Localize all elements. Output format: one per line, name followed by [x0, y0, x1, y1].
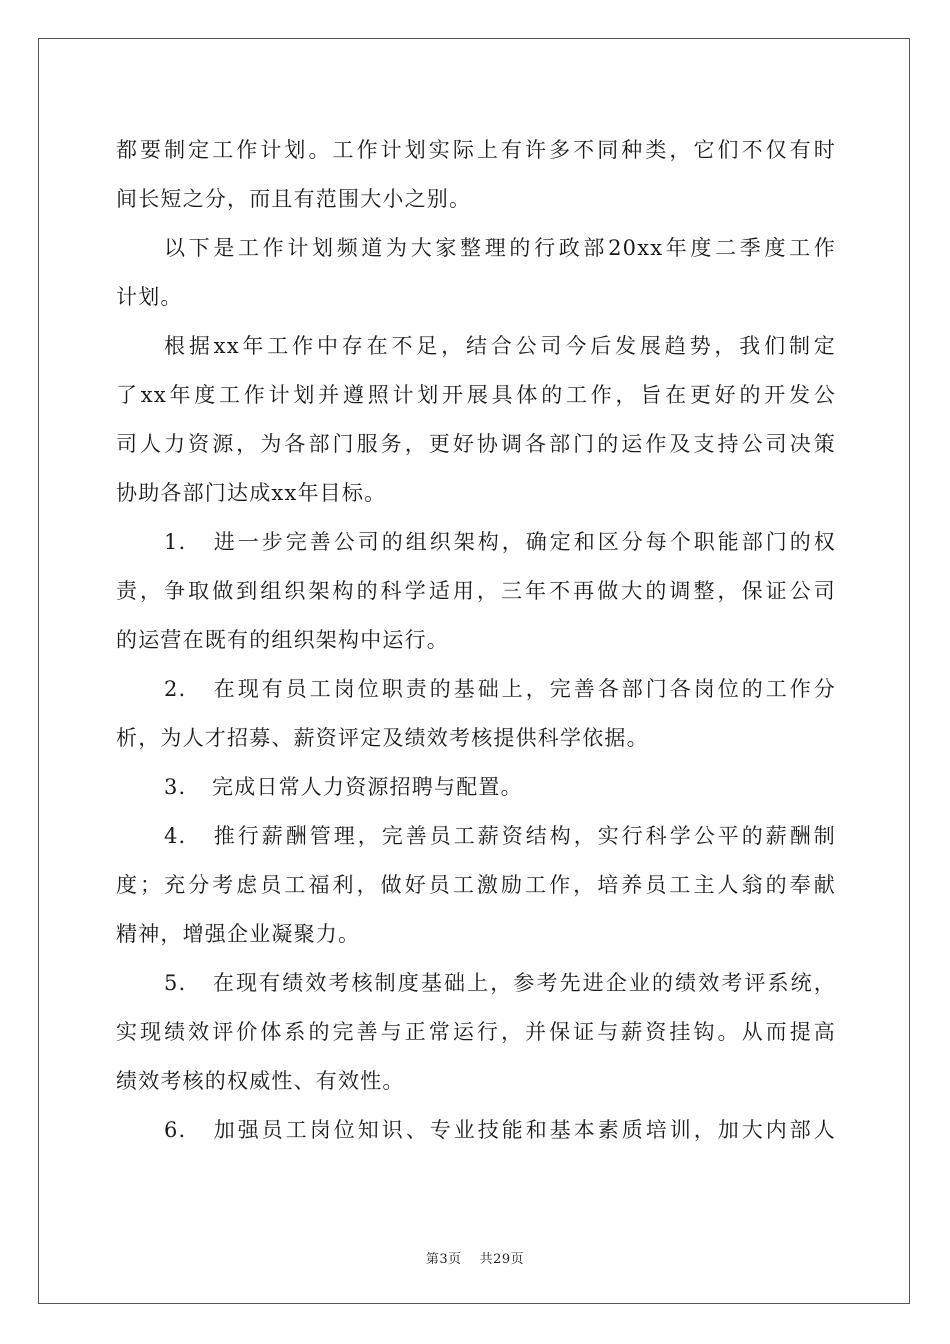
paragraph-line: 了xx年度工作计划并遵照计划开展具体的工作，旨在更好的开发公 — [116, 383, 836, 407]
list-item-line: 责，争取做到组织架构的科学适用，三年不再做大的调整，保证公司 — [116, 579, 836, 603]
page-number: 第3页 — [425, 1252, 462, 1267]
page-footer — [0, 1248, 950, 1267]
paragraph-line: 协助各部门达成xx年目标。 — [116, 481, 387, 505]
paragraph-line: 计划。 — [116, 285, 183, 309]
list-item-first-line — [116, 1106, 836, 1155]
list-item-first-line — [116, 665, 836, 714]
list-item-line: 的运营在既有的组织架构中运行。 — [116, 628, 449, 652]
list-item-first-line — [116, 959, 836, 1008]
list-item-first-line — [116, 763, 836, 812]
list-item-text: 推行薪酬管理，完善员工薪资结构，实行科学公平的薪酬制 — [212, 824, 836, 848]
list-item-number: 3. — [164, 775, 187, 799]
list-item-line: 度；充分考虑员工福利，做好员工激励工作，培养员工主人翁的奉献 — [116, 873, 836, 897]
document-body — [116, 126, 836, 1155]
list-item-line: 精神，增强企业凝聚力。 — [116, 922, 361, 946]
paragraph-line: 以下是工作计划频道为大家整理的行政部20xx年度二季度工作 — [164, 236, 836, 260]
list-item-number: 6. — [164, 1118, 187, 1142]
list-item-text: 加强员工岗位知识、专业技能和基本素质培训，加大内部人 — [212, 1118, 836, 1142]
paragraph-line: 都要制定工作计划。工作计划实际上有许多不同种类，它们不仅有时 — [116, 138, 836, 162]
list-item-text: 在现有绩效考核制度基础上，参考先进企业的绩效考评系统， — [212, 971, 836, 995]
paragraph-line: 根据xx年工作中存在不足，结合公司今后发展趋势，我们制定 — [164, 334, 836, 358]
list-item-text: 进一步完善公司的组织架构，确定和区分每个职能部门的权 — [212, 530, 836, 554]
page-total: 共29页 — [479, 1252, 525, 1267]
paragraph-line: 间长短之分，而且有范围大小之别。 — [116, 187, 472, 211]
list-item-text: 完成日常人力资源招聘与配置。 — [212, 775, 523, 799]
list-item-first-line — [116, 518, 836, 567]
paragraph-line: 司人力资源，为各部门服务，更好协调各部门的运作及支持公司决策 — [116, 432, 836, 456]
list-item-first-line — [116, 812, 836, 861]
list-item-number: 5. — [164, 971, 187, 995]
list-item-line: 析，为人才招募、薪资评定及绩效考核提供科学依据。 — [116, 726, 649, 750]
list-item-text: 在现有员工岗位职责的基础上，完善各部门各岗位的工作分 — [212, 677, 836, 701]
list-item-number: 4. — [164, 824, 187, 848]
list-item-line: 实现绩效评价体系的完善与正常运行，并保证与薪资挂钩。从而提高 — [116, 1020, 836, 1044]
list-item-number: 2. — [164, 677, 187, 701]
list-item-number: 1. — [164, 530, 187, 554]
list-item-line: 绩效考核的权威性、有效性。 — [116, 1069, 405, 1093]
